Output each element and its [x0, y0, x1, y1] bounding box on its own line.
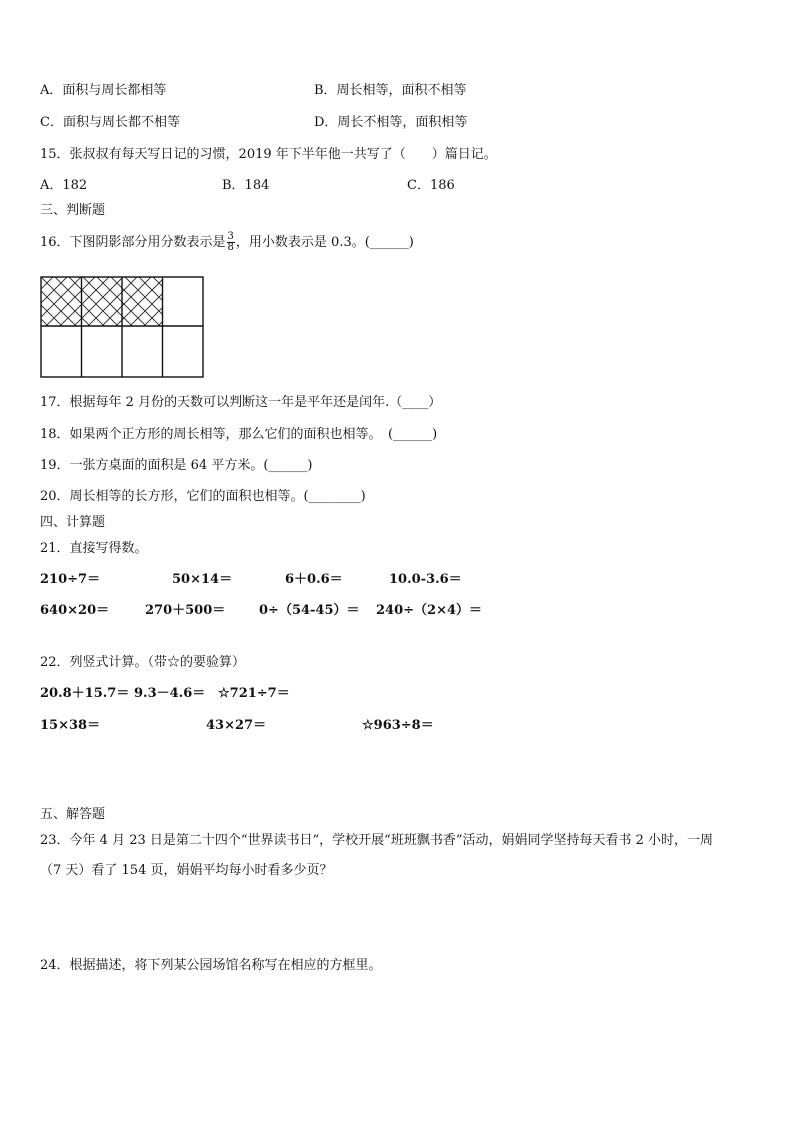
question-24: 24．根据描述，将下列某公园场馆名称写在相应的方框里。	[40, 958, 382, 973]
calc-item: 9.3－4.6＝	[134, 686, 206, 701]
calc-item: 15×38＝	[40, 718, 101, 733]
question-20: 20．周长相等的长方形，它们的面积也相等。(________)	[40, 489, 366, 504]
calc-item: 240÷（2×4）＝	[376, 603, 483, 618]
section-title-calculation: 四、计算题	[40, 515, 106, 530]
calc-item: 210÷7＝	[40, 572, 101, 587]
grid-cell-shaded	[122, 277, 163, 326]
option-d: D．周长不相等，面积相等	[314, 115, 468, 130]
option-b: B．周长相等，面积不相等	[314, 83, 467, 98]
question-22: 22．列竖式计算。（带☆的要验算）	[40, 655, 246, 670]
question-23-line-1: 23．今年 4 月 23 日是第二十四个“世界读书日”，学校开展“班班飘书香”活动，娟娟同学坚持每天看书 2 小时，一周	[40, 833, 714, 848]
question-23-line-2: （7 天）看了 154 页，娟娟平均每小时看多少页？	[40, 863, 333, 878]
question-17: 17．根据每年 2 月份的天数可以判断这一年是平年还是闰年.（____）	[40, 395, 442, 410]
calc-item: 20.8＋15.7＝	[40, 686, 130, 701]
section-title-word-problems: 五、解答题	[40, 807, 106, 822]
shaded-grid-figure	[40, 276, 204, 378]
option-c: C．面积与周长都不相等	[40, 115, 180, 130]
q15-option-a: A．182	[40, 178, 88, 193]
q15-option-b: B．184	[222, 178, 270, 193]
calc-item: ☆721÷7＝	[218, 686, 290, 701]
calc-item: 270＋500＝	[145, 603, 226, 618]
q15-option-c: C．186	[407, 178, 455, 193]
question-21: 21．直接写得数。	[40, 541, 148, 556]
calc-item: 50×14＝	[172, 572, 233, 587]
question-15: 15．张叔叔有每天写日记的习惯，2019 年下半年他一共写了（ ）篇日记。	[40, 147, 497, 162]
grid-cell-shaded	[82, 277, 123, 326]
calc-item: 43×27＝	[206, 718, 267, 733]
fraction-denominator: 8	[227, 242, 234, 253]
question-18: 18．如果两个正方形的周长相等，那么它们的面积也相等。 (______)	[40, 427, 438, 442]
calc-item: 10.0-3.6＝	[389, 572, 462, 587]
fraction-numerator: 3	[227, 231, 234, 242]
calc-item: 6＋0.6＝	[285, 572, 343, 587]
calc-item: ☆963÷8＝	[362, 718, 434, 733]
section-title-judgement: 三、判断题	[40, 203, 106, 218]
q16-text-after: ，用小数表示是 0.3。(______)	[235, 235, 414, 250]
fraction	[227, 232, 235, 253]
calc-item: 640×20＝	[40, 603, 110, 618]
question-19: 19．一张方桌面的面积是 64 平方米。(______)	[40, 458, 313, 473]
option-a: A．面积与周长都相等	[40, 83, 167, 98]
calc-item: 0÷（54-45）＝	[259, 603, 360, 618]
question-16	[40, 232, 414, 253]
q16-text-before: 16．下图阴影部分用分数表示是	[40, 235, 226, 250]
grid-cell-shaded	[41, 277, 82, 326]
